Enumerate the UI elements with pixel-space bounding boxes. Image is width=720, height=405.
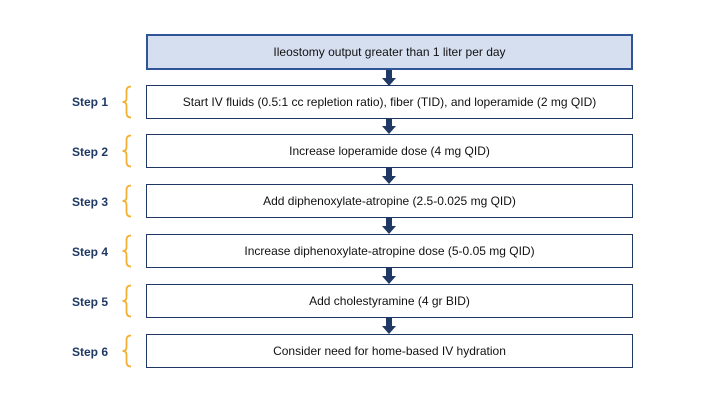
down-arrow-icon: [382, 268, 396, 284]
step-2-text: Increase loperamide dose (4 mg QID): [289, 144, 490, 158]
step-3-box: [146, 184, 633, 218]
step-4-label: Step 4: [72, 245, 109, 259]
header-box-text: Ileostomy output greater than 1 liter per day: [273, 45, 506, 59]
header-box: [146, 34, 633, 70]
down-arrow-icon: [382, 168, 396, 184]
step-4-text: Increase diphenoxylate-atropine dose (5-0.05 mg QID): [244, 244, 535, 258]
bracket-icon: [121, 284, 133, 318]
down-arrow-icon: [382, 118, 396, 134]
down-arrow-icon: [382, 318, 396, 334]
step-5-text: Add cholestyramine (4 gr BID): [309, 294, 470, 308]
step-5-box: [146, 284, 633, 318]
step-3-label: Step 3: [72, 195, 109, 209]
step-1-box: [146, 85, 633, 119]
step-1-label: Step 1: [72, 95, 109, 109]
down-arrow-icon: [382, 70, 396, 86]
bracket-icon: [121, 85, 133, 119]
step-1-text: Start IV fluids (0.5:1 cc repletion ratio), fiber (TID), and loperamide (2 mg QID): [182, 95, 597, 109]
step-6-label: Step 6: [72, 345, 109, 359]
down-arrow-icon: [382, 218, 396, 234]
step-6-box: [146, 334, 633, 368]
step-4-box: [146, 234, 633, 268]
step-2-label: Step 2: [72, 145, 109, 159]
bracket-icon: [121, 234, 133, 268]
bracket-icon: [121, 334, 133, 368]
step-2-box: [146, 134, 633, 168]
bracket-icon: [121, 184, 133, 218]
step-3-text: Add diphenoxylate-atropine (2.5-0.025 mg QID): [263, 194, 516, 208]
step-6-text: Consider need for home-based IV hydration: [273, 344, 506, 358]
step-5-label: Step 5: [72, 295, 109, 309]
bracket-icon: [121, 134, 133, 168]
